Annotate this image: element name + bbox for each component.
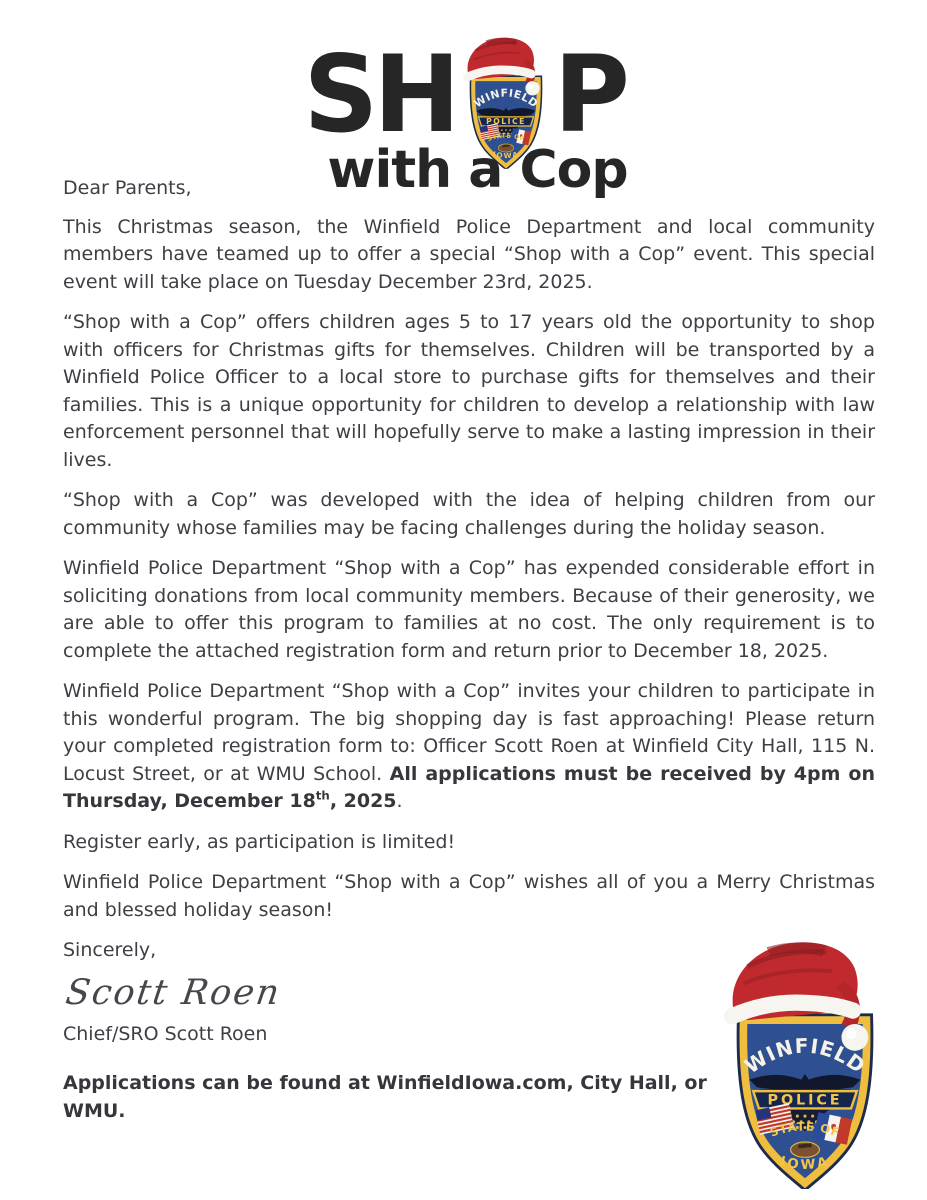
paragraph-1: This Christmas season, the Winfield Police Department and local community members have teamed up to offer a special “Shop with a Cop” event. This special event will take place on Tuesday December 23rd, 2025. [63,215,875,293]
signer-name: Chief/SRO Scott Roen [63,1022,268,1045]
paragraph-7: Winfield Police Department “Shop with a Cop” wishes all of you a Merry Christmas and blessed holiday season! [63,871,875,921]
logo-word-end: P [553,33,625,156]
logo-word-start: SH [303,33,456,156]
paragraph-5 [63,678,875,816]
paragraph-5-normal: Winfield Police Department “Shop with a Cop” invites your children to participate in this wonderful program. The big shopping day is fast approaching! Please return your completed registration form to: Officer Scott Roen at Winfield City Hall, 115 N. Locust Street, or at WMU School. [63,680,875,785]
signature: Scott Roen [63,972,284,1013]
paragraph-2: “Shop with a Cop” offers children ages 5 to 17 years old the opportunity to shop with officers for Christmas gifts for themselves. Children will be transported by a Winfield Police Officer to a local store to purchase gifts for themselves and their families. This is a unique opportunity for children to develop a relationship with law enforcement personnel that will hopefully serve to make a lasting impression in their lives. [63,311,875,471]
logo-subtitle: with a Cop [327,140,628,200]
salutation: Dear Parents, [63,177,192,199]
paragraph-3: “Shop with a Cop” was developed with the idea of helping children from our community whose families may be facing challenges during the holiday season. [63,489,875,539]
logo-row [302,30,626,156]
winfield-police-badge-large-icon [709,928,901,1189]
shop-with-a-cop-logo [0,30,927,200]
footer-note: Applications can be found at WinfieldIowa.com, City Hall, or WMU. [63,1072,707,1122]
ordinal-superscript: th [315,788,330,803]
paragraph-5-period: . [396,790,403,812]
paragraph-4: Winfield Police Department “Shop with a Cop” has expended considerable effort in soliciting donations from local community members. Because of their generosity, we are able to offer this program to families at no cost. The only requirement is to complete the attached registration form and return prior to December 18, 2025. [63,557,875,662]
paragraph-6: Register early, as participation is limited! [63,830,456,853]
paragraph-5-bold: All applications must be received by 4pm on Thursday, December 18th, 2025 [63,762,875,812]
closing: Sincerely, [63,939,157,961]
